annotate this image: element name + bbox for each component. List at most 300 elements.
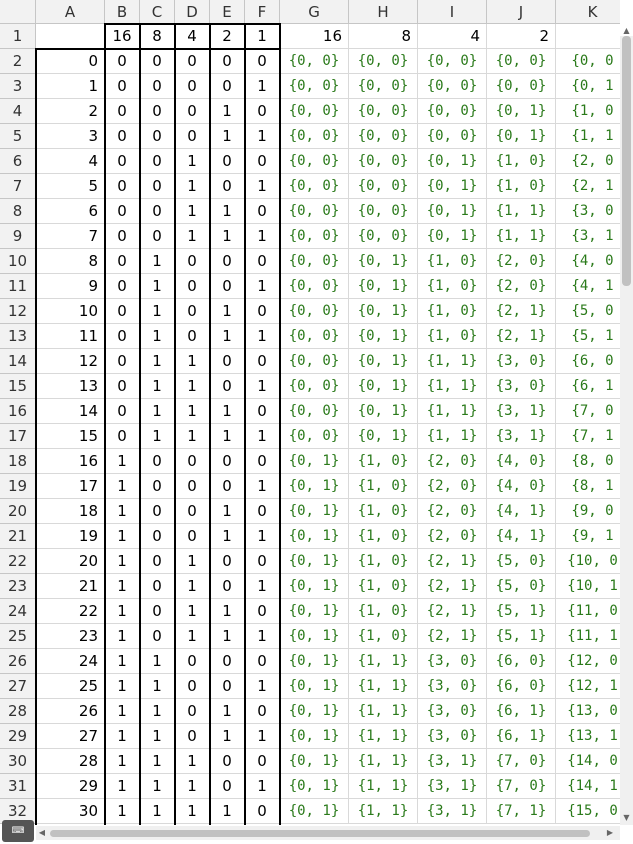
row-header[interactable]: 1 bbox=[0, 24, 36, 49]
cell-k13[interactable]: {5, 1 bbox=[556, 324, 620, 349]
cell-a1[interactable] bbox=[36, 24, 105, 49]
cell-f26[interactable]: 0 bbox=[245, 649, 280, 674]
cell-k12[interactable]: {5, 0 bbox=[556, 299, 620, 324]
cell-f2[interactable]: 0 bbox=[245, 49, 280, 74]
cell-h18[interactable]: {1, 0} bbox=[349, 449, 418, 474]
cell-k21[interactable]: {9, 1 bbox=[556, 524, 620, 549]
cell-g16[interactable]: {0, 0} bbox=[280, 399, 349, 424]
cell-g21[interactable]: {0, 1} bbox=[280, 524, 349, 549]
cell-d4[interactable]: 0 bbox=[175, 99, 210, 124]
cell-e28[interactable]: 1 bbox=[210, 699, 245, 724]
cell-e32[interactable]: 1 bbox=[210, 799, 245, 824]
cell-j30[interactable]: {7, 0} bbox=[487, 749, 556, 774]
cell-f18[interactable]: 0 bbox=[245, 449, 280, 474]
cell-i7[interactable]: {0, 1} bbox=[418, 174, 487, 199]
cell-f24[interactable]: 0 bbox=[245, 599, 280, 624]
cell-b21[interactable]: 1 bbox=[105, 524, 140, 549]
cell-i20[interactable]: {2, 0} bbox=[418, 499, 487, 524]
cell-b23[interactable]: 1 bbox=[105, 574, 140, 599]
cell-f4[interactable]: 0 bbox=[245, 99, 280, 124]
cell-g8[interactable]: {0, 0} bbox=[280, 199, 349, 224]
cell-b32[interactable]: 1 bbox=[105, 799, 140, 824]
row-header[interactable]: 26 bbox=[0, 649, 36, 674]
cell-b5[interactable]: 0 bbox=[105, 124, 140, 149]
cell-g30[interactable]: {0, 1} bbox=[280, 749, 349, 774]
cell-g12[interactable]: {0, 0} bbox=[280, 299, 349, 324]
row-header[interactable]: 28 bbox=[0, 699, 36, 724]
cell-b28[interactable]: 1 bbox=[105, 699, 140, 724]
row-header[interactable]: 19 bbox=[0, 474, 36, 499]
cell-i18[interactable]: {2, 0} bbox=[418, 449, 487, 474]
vertical-scroll-thumb[interactable] bbox=[622, 36, 631, 286]
cell-e29[interactable]: 1 bbox=[210, 724, 245, 749]
cell-j12[interactable]: {2, 1} bbox=[487, 299, 556, 324]
cell-c31[interactable]: 1 bbox=[140, 774, 175, 799]
horizontal-scrollbar[interactable] bbox=[36, 826, 620, 840]
cell-k9[interactable]: {3, 1 bbox=[556, 224, 620, 249]
cell-h12[interactable]: {0, 1} bbox=[349, 299, 418, 324]
cell-e19[interactable]: 0 bbox=[210, 474, 245, 499]
cell-c4[interactable]: 0 bbox=[140, 99, 175, 124]
cell-a28[interactable]: 26 bbox=[36, 699, 105, 724]
cell-d31[interactable]: 1 bbox=[175, 774, 210, 799]
cell-j19[interactable]: {4, 0} bbox=[487, 474, 556, 499]
cell-j18[interactable]: {4, 0} bbox=[487, 449, 556, 474]
cell-g9[interactable]: {0, 0} bbox=[280, 224, 349, 249]
cell-a32[interactable]: 30 bbox=[36, 799, 105, 824]
cell-g25[interactable]: {0, 1} bbox=[280, 624, 349, 649]
cell-b7[interactable]: 0 bbox=[105, 174, 140, 199]
cell-h30[interactable]: {1, 1} bbox=[349, 749, 418, 774]
cell-k27[interactable]: {12, 1 bbox=[556, 674, 620, 699]
cell-g11[interactable]: {0, 0} bbox=[280, 274, 349, 299]
cell-g14[interactable]: {0, 0} bbox=[280, 349, 349, 374]
cell-b16[interactable]: 0 bbox=[105, 399, 140, 424]
cell-k14[interactable]: {6, 0 bbox=[556, 349, 620, 374]
cell-a26[interactable]: 24 bbox=[36, 649, 105, 674]
cell-a10[interactable]: 8 bbox=[36, 249, 105, 274]
cell-i21[interactable]: {2, 0} bbox=[418, 524, 487, 549]
cell-c16[interactable]: 1 bbox=[140, 399, 175, 424]
cell-c5[interactable]: 0 bbox=[140, 124, 175, 149]
cell-a25[interactable]: 23 bbox=[36, 624, 105, 649]
cell-g15[interactable]: {0, 0} bbox=[280, 374, 349, 399]
cell-c20[interactable]: 0 bbox=[140, 499, 175, 524]
cell-j2[interactable]: {0, 0} bbox=[487, 49, 556, 74]
cell-j24[interactable]: {5, 1} bbox=[487, 599, 556, 624]
cell-k18[interactable]: {8, 0 bbox=[556, 449, 620, 474]
cell-d24[interactable]: 1 bbox=[175, 599, 210, 624]
cell-b17[interactable]: 0 bbox=[105, 424, 140, 449]
cell-b19[interactable]: 1 bbox=[105, 474, 140, 499]
row-header[interactable]: 18 bbox=[0, 449, 36, 474]
cell-e23[interactable]: 0 bbox=[210, 574, 245, 599]
cell-i15[interactable]: {1, 1} bbox=[418, 374, 487, 399]
cell-h28[interactable]: {1, 1} bbox=[349, 699, 418, 724]
cell-g31[interactable]: {0, 1} bbox=[280, 774, 349, 799]
cell-b18[interactable]: 1 bbox=[105, 449, 140, 474]
cell-j20[interactable]: {4, 1} bbox=[487, 499, 556, 524]
row-header[interactable]: 15 bbox=[0, 374, 36, 399]
cell-e26[interactable]: 0 bbox=[210, 649, 245, 674]
cell-h23[interactable]: {1, 0} bbox=[349, 574, 418, 599]
scroll-down-arrow[interactable]: ▼ bbox=[623, 813, 630, 822]
cell-k32[interactable]: {15, 0 bbox=[556, 799, 620, 824]
cell-i30[interactable]: {3, 1} bbox=[418, 749, 487, 774]
cell-i6[interactable]: {0, 1} bbox=[418, 149, 487, 174]
cell-j7[interactable]: {1, 0} bbox=[487, 174, 556, 199]
cell-k7[interactable]: {2, 1 bbox=[556, 174, 620, 199]
row-header[interactable]: 16 bbox=[0, 399, 36, 424]
cell-h27[interactable]: {1, 1} bbox=[349, 674, 418, 699]
cell-i8[interactable]: {0, 1} bbox=[418, 199, 487, 224]
cell-d25[interactable]: 1 bbox=[175, 624, 210, 649]
cell-j14[interactable]: {3, 0} bbox=[487, 349, 556, 374]
cell-a19[interactable]: 17 bbox=[36, 474, 105, 499]
cell-e1[interactable]: 2 bbox=[210, 24, 245, 49]
cell-g17[interactable]: {0, 0} bbox=[280, 424, 349, 449]
cell-c32[interactable]: 1 bbox=[140, 799, 175, 824]
cell-c15[interactable]: 1 bbox=[140, 374, 175, 399]
cell-a29[interactable]: 27 bbox=[36, 724, 105, 749]
cell-a22[interactable]: 20 bbox=[36, 549, 105, 574]
cell-b12[interactable]: 0 bbox=[105, 299, 140, 324]
cell-a7[interactable]: 5 bbox=[36, 174, 105, 199]
cell-d11[interactable]: 0 bbox=[175, 274, 210, 299]
cell-k5[interactable]: {1, 1 bbox=[556, 124, 620, 149]
cell-k17[interactable]: {7, 1 bbox=[556, 424, 620, 449]
keyboard-icon[interactable]: ⌨ bbox=[2, 820, 34, 842]
cell-h31[interactable]: {1, 1} bbox=[349, 774, 418, 799]
cell-i19[interactable]: {2, 0} bbox=[418, 474, 487, 499]
cell-e11[interactable]: 0 bbox=[210, 274, 245, 299]
cell-f20[interactable]: 0 bbox=[245, 499, 280, 524]
scroll-right-arrow[interactable]: ▶ bbox=[606, 828, 614, 837]
row-header[interactable]: 5 bbox=[0, 124, 36, 149]
cell-k20[interactable]: {9, 0 bbox=[556, 499, 620, 524]
cell-d9[interactable]: 1 bbox=[175, 224, 210, 249]
cell-k22[interactable]: {10, 0 bbox=[556, 549, 620, 574]
cell-d16[interactable]: 1 bbox=[175, 399, 210, 424]
cell-g20[interactable]: {0, 1} bbox=[280, 499, 349, 524]
cell-j26[interactable]: {6, 0} bbox=[487, 649, 556, 674]
cell-a13[interactable]: 11 bbox=[36, 324, 105, 349]
cell-j22[interactable]: {5, 0} bbox=[487, 549, 556, 574]
cell-b11[interactable]: 0 bbox=[105, 274, 140, 299]
cell-e12[interactable]: 1 bbox=[210, 299, 245, 324]
cell-d27[interactable]: 0 bbox=[175, 674, 210, 699]
cell-k24[interactable]: {11, 0 bbox=[556, 599, 620, 624]
cell-j15[interactable]: {3, 0} bbox=[487, 374, 556, 399]
cell-k6[interactable]: {2, 0 bbox=[556, 149, 620, 174]
cell-g29[interactable]: {0, 1} bbox=[280, 724, 349, 749]
cell-e27[interactable]: 0 bbox=[210, 674, 245, 699]
cell-k23[interactable]: {10, 1 bbox=[556, 574, 620, 599]
cell-f16[interactable]: 0 bbox=[245, 399, 280, 424]
cell-e18[interactable]: 0 bbox=[210, 449, 245, 474]
row-header[interactable]: 6 bbox=[0, 149, 36, 174]
cell-i17[interactable]: {1, 1} bbox=[418, 424, 487, 449]
row-header[interactable]: 14 bbox=[0, 349, 36, 374]
cell-k15[interactable]: {6, 1 bbox=[556, 374, 620, 399]
cell-j29[interactable]: {6, 1} bbox=[487, 724, 556, 749]
cell-c13[interactable]: 1 bbox=[140, 324, 175, 349]
cell-e21[interactable]: 1 bbox=[210, 524, 245, 549]
cell-f13[interactable]: 1 bbox=[245, 324, 280, 349]
cell-f11[interactable]: 1 bbox=[245, 274, 280, 299]
column-header-f[interactable]: F bbox=[245, 0, 280, 24]
cell-e2[interactable]: 0 bbox=[210, 49, 245, 74]
cell-e4[interactable]: 1 bbox=[210, 99, 245, 124]
cell-b2[interactable]: 0 bbox=[105, 49, 140, 74]
cell-h20[interactable]: {1, 0} bbox=[349, 499, 418, 524]
cell-i12[interactable]: {1, 0} bbox=[418, 299, 487, 324]
cell-f15[interactable]: 1 bbox=[245, 374, 280, 399]
cell-g22[interactable]: {0, 1} bbox=[280, 549, 349, 574]
cell-d26[interactable]: 0 bbox=[175, 649, 210, 674]
cell-c7[interactable]: 0 bbox=[140, 174, 175, 199]
cell-c2[interactable]: 0 bbox=[140, 49, 175, 74]
cell-h32[interactable]: {1, 1} bbox=[349, 799, 418, 824]
cell-c1[interactable]: 8 bbox=[140, 24, 175, 49]
cell-h25[interactable]: {1, 0} bbox=[349, 624, 418, 649]
cell-k28[interactable]: {13, 0 bbox=[556, 699, 620, 724]
cell-c3[interactable]: 0 bbox=[140, 74, 175, 99]
cell-j13[interactable]: {2, 1} bbox=[487, 324, 556, 349]
cell-h15[interactable]: {0, 1} bbox=[349, 374, 418, 399]
cell-b30[interactable]: 1 bbox=[105, 749, 140, 774]
row-header[interactable]: 2 bbox=[0, 49, 36, 74]
cell-a4[interactable]: 2 bbox=[36, 99, 105, 124]
cell-d12[interactable]: 0 bbox=[175, 299, 210, 324]
cell-d13[interactable]: 0 bbox=[175, 324, 210, 349]
cell-b27[interactable]: 1 bbox=[105, 674, 140, 699]
cell-j10[interactable]: {2, 0} bbox=[487, 249, 556, 274]
cell-a12[interactable]: 10 bbox=[36, 299, 105, 324]
row-header[interactable]: 11 bbox=[0, 274, 36, 299]
cell-k3[interactable]: {0, 1 bbox=[556, 74, 620, 99]
cell-j25[interactable]: {5, 1} bbox=[487, 624, 556, 649]
column-header-e[interactable]: E bbox=[210, 0, 245, 24]
cell-d8[interactable]: 1 bbox=[175, 199, 210, 224]
cell-d3[interactable]: 0 bbox=[175, 74, 210, 99]
row-header[interactable]: 27 bbox=[0, 674, 36, 699]
cell-h13[interactable]: {0, 1} bbox=[349, 324, 418, 349]
cell-f27[interactable]: 1 bbox=[245, 674, 280, 699]
cell-f29[interactable]: 1 bbox=[245, 724, 280, 749]
cell-h10[interactable]: {0, 1} bbox=[349, 249, 418, 274]
cell-e3[interactable]: 0 bbox=[210, 74, 245, 99]
cell-a3[interactable]: 1 bbox=[36, 74, 105, 99]
cell-i3[interactable]: {0, 0} bbox=[418, 74, 487, 99]
column-header-d[interactable]: D bbox=[175, 0, 210, 24]
cell-b22[interactable]: 1 bbox=[105, 549, 140, 574]
column-header-g[interactable]: G bbox=[280, 0, 349, 24]
cell-a21[interactable]: 19 bbox=[36, 524, 105, 549]
cell-d29[interactable]: 0 bbox=[175, 724, 210, 749]
cell-k19[interactable]: {8, 1 bbox=[556, 474, 620, 499]
cell-k26[interactable]: {12, 0 bbox=[556, 649, 620, 674]
column-header-a[interactable]: A bbox=[36, 0, 105, 24]
cell-f17[interactable]: 1 bbox=[245, 424, 280, 449]
cell-h8[interactable]: {0, 0} bbox=[349, 199, 418, 224]
cell-f30[interactable]: 0 bbox=[245, 749, 280, 774]
cell-g3[interactable]: {0, 0} bbox=[280, 74, 349, 99]
cell-h16[interactable]: {0, 1} bbox=[349, 399, 418, 424]
row-header[interactable]: 10 bbox=[0, 249, 36, 274]
cell-i26[interactable]: {3, 0} bbox=[418, 649, 487, 674]
cell-c6[interactable]: 0 bbox=[140, 149, 175, 174]
cell-e14[interactable]: 0 bbox=[210, 349, 245, 374]
cell-e22[interactable]: 0 bbox=[210, 549, 245, 574]
cell-j27[interactable]: {6, 0} bbox=[487, 674, 556, 699]
cell-a23[interactable]: 21 bbox=[36, 574, 105, 599]
cell-d14[interactable]: 1 bbox=[175, 349, 210, 374]
cell-a16[interactable]: 14 bbox=[36, 399, 105, 424]
row-header[interactable]: 21 bbox=[0, 524, 36, 549]
cell-g7[interactable]: {0, 0} bbox=[280, 174, 349, 199]
cell-b4[interactable]: 0 bbox=[105, 99, 140, 124]
cell-h29[interactable]: {1, 1} bbox=[349, 724, 418, 749]
cell-j32[interactable]: {7, 1} bbox=[487, 799, 556, 824]
cell-d17[interactable]: 1 bbox=[175, 424, 210, 449]
cell-f25[interactable]: 1 bbox=[245, 624, 280, 649]
column-header-i[interactable]: I bbox=[418, 0, 487, 24]
cell-f6[interactable]: 0 bbox=[245, 149, 280, 174]
cell-h4[interactable]: {0, 0} bbox=[349, 99, 418, 124]
cell-g23[interactable]: {0, 1} bbox=[280, 574, 349, 599]
row-header[interactable]: 29 bbox=[0, 724, 36, 749]
cell-i14[interactable]: {1, 1} bbox=[418, 349, 487, 374]
cell-b31[interactable]: 1 bbox=[105, 774, 140, 799]
row-header[interactable]: 25 bbox=[0, 624, 36, 649]
cell-i13[interactable]: {1, 0} bbox=[418, 324, 487, 349]
cell-d5[interactable]: 0 bbox=[175, 124, 210, 149]
cell-j4[interactable]: {0, 1} bbox=[487, 99, 556, 124]
cell-e24[interactable]: 1 bbox=[210, 599, 245, 624]
cell-i16[interactable]: {1, 1} bbox=[418, 399, 487, 424]
cell-f23[interactable]: 1 bbox=[245, 574, 280, 599]
cell-i24[interactable]: {2, 1} bbox=[418, 599, 487, 624]
cell-e9[interactable]: 1 bbox=[210, 224, 245, 249]
cell-c18[interactable]: 0 bbox=[140, 449, 175, 474]
cell-j6[interactable]: {1, 0} bbox=[487, 149, 556, 174]
cell-k16[interactable]: {7, 0 bbox=[556, 399, 620, 424]
cell-f9[interactable]: 1 bbox=[245, 224, 280, 249]
cell-i1[interactable]: 4 bbox=[418, 24, 487, 49]
cell-c30[interactable]: 1 bbox=[140, 749, 175, 774]
cell-c17[interactable]: 1 bbox=[140, 424, 175, 449]
cell-i11[interactable]: {1, 0} bbox=[418, 274, 487, 299]
cell-c22[interactable]: 0 bbox=[140, 549, 175, 574]
cell-g10[interactable]: {0, 0} bbox=[280, 249, 349, 274]
cell-e31[interactable]: 0 bbox=[210, 774, 245, 799]
cell-f3[interactable]: 1 bbox=[245, 74, 280, 99]
cell-g19[interactable]: {0, 1} bbox=[280, 474, 349, 499]
cell-i31[interactable]: {3, 1} bbox=[418, 774, 487, 799]
cell-i22[interactable]: {2, 1} bbox=[418, 549, 487, 574]
row-header[interactable]: 8 bbox=[0, 199, 36, 224]
cell-h19[interactable]: {1, 0} bbox=[349, 474, 418, 499]
cell-g24[interactable]: {0, 1} bbox=[280, 599, 349, 624]
cell-e7[interactable]: 0 bbox=[210, 174, 245, 199]
cell-f22[interactable]: 0 bbox=[245, 549, 280, 574]
cell-e17[interactable]: 1 bbox=[210, 424, 245, 449]
cell-a8[interactable]: 6 bbox=[36, 199, 105, 224]
cell-k4[interactable]: {1, 0 bbox=[556, 99, 620, 124]
cell-g5[interactable]: {0, 0} bbox=[280, 124, 349, 149]
cell-e15[interactable]: 0 bbox=[210, 374, 245, 399]
cell-g27[interactable]: {0, 1} bbox=[280, 674, 349, 699]
vertical-scrollbar[interactable] bbox=[620, 36, 633, 825]
cell-d18[interactable]: 0 bbox=[175, 449, 210, 474]
cell-i5[interactable]: {0, 0} bbox=[418, 124, 487, 149]
column-header-h[interactable]: H bbox=[349, 0, 418, 24]
cell-i27[interactable]: {3, 0} bbox=[418, 674, 487, 699]
cell-a17[interactable]: 15 bbox=[36, 424, 105, 449]
cell-a18[interactable]: 16 bbox=[36, 449, 105, 474]
cell-a5[interactable]: 3 bbox=[36, 124, 105, 149]
cell-d15[interactable]: 1 bbox=[175, 374, 210, 399]
row-header[interactable]: 3 bbox=[0, 74, 36, 99]
cell-b1[interactable]: 16 bbox=[105, 24, 140, 49]
cell-j3[interactable]: {0, 0} bbox=[487, 74, 556, 99]
cell-a31[interactable]: 29 bbox=[36, 774, 105, 799]
cell-h2[interactable]: {0, 0} bbox=[349, 49, 418, 74]
horizontal-scroll-thumb[interactable] bbox=[50, 830, 590, 837]
cell-f8[interactable]: 0 bbox=[245, 199, 280, 224]
cell-k30[interactable]: {14, 0 bbox=[556, 749, 620, 774]
cell-e25[interactable]: 1 bbox=[210, 624, 245, 649]
cell-e30[interactable]: 0 bbox=[210, 749, 245, 774]
cell-g26[interactable]: {0, 1} bbox=[280, 649, 349, 674]
row-header[interactable]: 9 bbox=[0, 224, 36, 249]
row-header[interactable]: 13 bbox=[0, 324, 36, 349]
cell-k1[interactable] bbox=[556, 24, 620, 49]
cell-a2[interactable]: 0 bbox=[36, 49, 105, 74]
cell-g2[interactable]: {0, 0} bbox=[280, 49, 349, 74]
cell-a6[interactable]: 4 bbox=[36, 149, 105, 174]
cell-b10[interactable]: 0 bbox=[105, 249, 140, 274]
cell-b3[interactable]: 0 bbox=[105, 74, 140, 99]
cell-c25[interactable]: 0 bbox=[140, 624, 175, 649]
cell-j9[interactable]: {1, 1} bbox=[487, 224, 556, 249]
cell-i10[interactable]: {1, 0} bbox=[418, 249, 487, 274]
cell-d6[interactable]: 1 bbox=[175, 149, 210, 174]
column-header-j[interactable]: J bbox=[487, 0, 556, 24]
cell-e10[interactable]: 0 bbox=[210, 249, 245, 274]
cell-g1[interactable]: 16 bbox=[280, 24, 349, 49]
column-header-b[interactable]: B bbox=[105, 0, 140, 24]
cell-g13[interactable]: {0, 0} bbox=[280, 324, 349, 349]
cell-e5[interactable]: 1 bbox=[210, 124, 245, 149]
cell-c12[interactable]: 1 bbox=[140, 299, 175, 324]
cell-j16[interactable]: {3, 1} bbox=[487, 399, 556, 424]
cell-c21[interactable]: 0 bbox=[140, 524, 175, 549]
cell-i23[interactable]: {2, 1} bbox=[418, 574, 487, 599]
cell-b6[interactable]: 0 bbox=[105, 149, 140, 174]
row-header[interactable]: 23 bbox=[0, 574, 36, 599]
cell-d30[interactable]: 1 bbox=[175, 749, 210, 774]
cell-d28[interactable]: 0 bbox=[175, 699, 210, 724]
cell-d2[interactable]: 0 bbox=[175, 49, 210, 74]
cell-h3[interactable]: {0, 0} bbox=[349, 74, 418, 99]
cell-b8[interactable]: 0 bbox=[105, 199, 140, 224]
row-header[interactable]: 24 bbox=[0, 599, 36, 624]
scroll-left-arrow[interactable]: ◀ bbox=[38, 828, 46, 837]
cell-f28[interactable]: 0 bbox=[245, 699, 280, 724]
cell-a14[interactable]: 12 bbox=[36, 349, 105, 374]
